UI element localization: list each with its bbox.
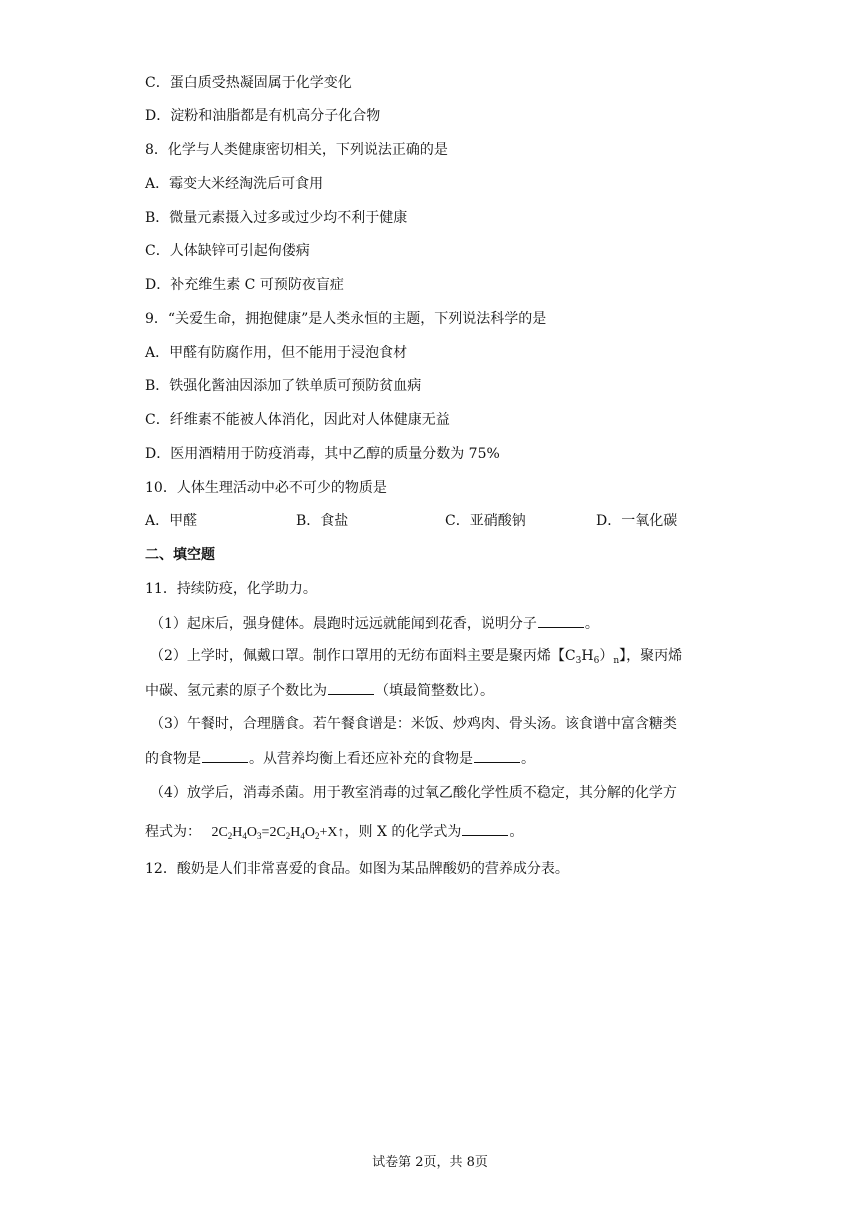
q11-part3: （3）午餐时，合理膳食。若午餐食谱是：米饭、炒鸡肉、骨头汤。该食谱中富含糖类 bbox=[150, 716, 677, 732]
answer-blank[interactable] bbox=[462, 821, 508, 836]
q11-part2-cont: 中碳、氢元素的原子个数比为 （填最简整数比）。 bbox=[145, 680, 494, 701]
q9-stem: 9．“关爱生命，拥抱健康”是人类永恒的主题，下列说法科学的是 bbox=[145, 311, 547, 327]
q12-stem: 12．酸奶是人们非常喜爱的食品。如图为某品牌酸奶的营养成分表。 bbox=[145, 861, 569, 877]
answer-blank[interactable] bbox=[202, 748, 248, 763]
q9-option-c: C．纤维素不能被人体消化，因此对人体健康无益 bbox=[145, 412, 450, 428]
q8-option-a: A．霉变大米经淘洗后可食用 bbox=[145, 176, 324, 192]
q8-option-d: D．补充维生素 C 可预防夜盲症 bbox=[145, 277, 344, 293]
q9-option-d: D．医用酒精用于防疫消毒，其中乙醇的质量分数为 75% bbox=[145, 446, 500, 462]
section-heading: 二、填空题 bbox=[145, 547, 215, 563]
q10-option-c: C．亚硝酸钠 bbox=[445, 513, 526, 529]
q7-option-d: D．淀粉和油脂都是有机高分子化合物 bbox=[145, 108, 381, 124]
q11-part1: （1）起床后，强身健体。晨跑时远远就能闻到花香，说明分子 。 bbox=[150, 613, 599, 634]
q10-stem: 10．人体生理活动中必不可少的物质是 bbox=[145, 480, 387, 496]
chemical-equation: $2C_2H_4O_3=2C_2H_4O_2+X↑$ bbox=[211, 825, 345, 841]
q9-option-b: B．铁强化酱油因添加了铁单质可预防贫血病 bbox=[145, 378, 422, 394]
q11-stem: 11．持续防疫，化学助力。 bbox=[145, 581, 317, 597]
q10-option-d: D．一氧化碳 bbox=[596, 513, 678, 529]
q11-part2: （2）上学时，佩戴口罩。制作口罩用的无纺布面料主要是聚丙烯【$C_3H_6)_n$】，聚丙烯 bbox=[150, 648, 683, 666]
page-footer: 试卷第 2页，共 8页 bbox=[372, 1155, 488, 1170]
q11-part3-cont: 的食物是 。从营养均衡上看还应补充的食物是 。 bbox=[145, 748, 535, 769]
answer-blank[interactable] bbox=[328, 680, 374, 695]
answer-blank[interactable] bbox=[538, 613, 584, 628]
q9-option-a: A．甲醛有防腐作用，但不能用于浸泡食材 bbox=[145, 345, 408, 361]
q7-option-c: C．蛋白质受热凝固属于化学变化 bbox=[145, 75, 352, 91]
q8-option-c: C．人体缺锌可引起佝偻病 bbox=[145, 243, 310, 259]
q11-part4: （4）放学后，消毒杀菌。用于教室消毒的过氧乙酸化学性质不稳定，其分解的化学方 bbox=[150, 785, 677, 801]
q8-stem: 8．化学与人类健康密切相关，下列说法正确的是 bbox=[145, 142, 448, 158]
q11-part4-cont: 程式为： $2C_2H_4O_3=2C_2H_4O_2+X↑$，则 X 的化学式为 。 bbox=[145, 821, 523, 843]
q8-option-b: B．微量元素摄入过多或过少均不利于健康 bbox=[145, 210, 408, 226]
q10-option-a: A．甲醛 bbox=[145, 513, 198, 529]
answer-blank[interactable] bbox=[474, 748, 520, 763]
q10-option-b: B．食盐 bbox=[296, 513, 349, 529]
